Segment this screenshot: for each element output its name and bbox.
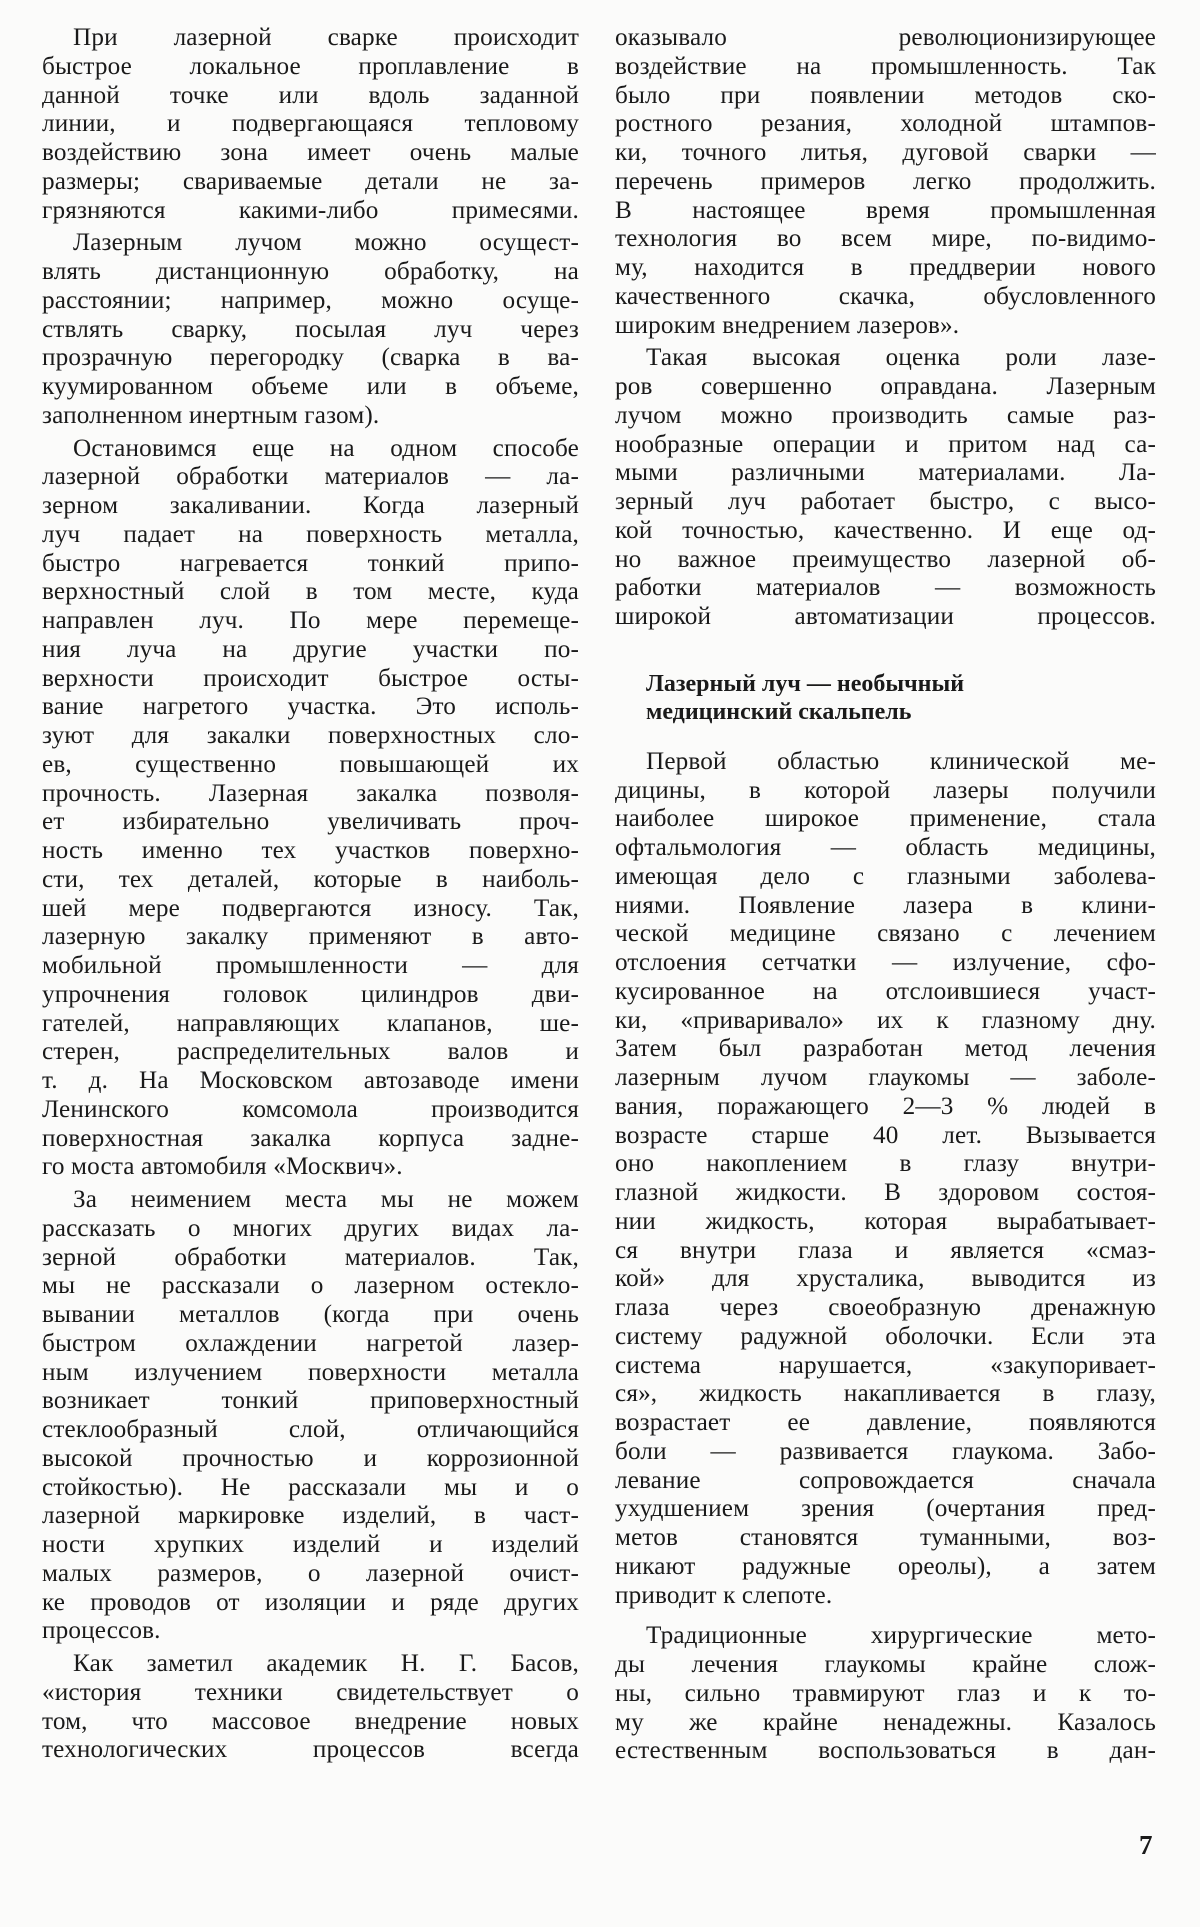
- text-line: ки, «приваривало» их к глазному дну.: [615, 1006, 1156, 1034]
- text-line: Ленинского комсомола производится: [42, 1095, 579, 1123]
- text-line: ческой медицине связано с лечением: [615, 920, 1156, 948]
- page-number: 7: [1139, 1830, 1153, 1860]
- text-line: стеклообразный слой, отличающийся: [42, 1416, 579, 1443]
- text-line: технология во всем мире, по-видимо-: [615, 225, 1156, 253]
- text-line: систему радужной оболочки. Если эта: [615, 1322, 1156, 1350]
- text-line: процессов.: [42, 1617, 161, 1645]
- text-line: луч падает на поверхность металла,: [42, 520, 579, 548]
- text-line: метов становятся туманными, воз-: [615, 1524, 1156, 1551]
- text-line: зерный луч работает быстро, с высо-: [615, 488, 1156, 515]
- paragraph-remote-processing: [42, 229, 579, 430]
- text-line: В настоящее время промышленная: [615, 196, 1156, 224]
- text-line: зерной обработки материалов. Так,: [42, 1243, 579, 1271]
- text-line: му же крайне ненадежны. Казалось: [615, 1708, 1156, 1736]
- text-line: Затем был разработан метод лечения: [615, 1035, 1156, 1063]
- text-line: мобильной промышленности — для: [42, 952, 579, 979]
- text-line: быстрое локальное проплавление в: [42, 52, 579, 80]
- text-line: наиболее широкое применение, стала: [615, 805, 1156, 833]
- text-line: широким внедрением лазеров».: [615, 311, 960, 339]
- text-line: Как заметил академик Н. Г. Басов,: [73, 1650, 579, 1677]
- text-line: вывании металлов (когда при очень: [42, 1301, 579, 1328]
- text-line: нии жидкость, которая вырабатывает-: [615, 1207, 1156, 1235]
- text-line: мыми различными материалами. Ла-: [615, 459, 1156, 487]
- text-line: поверхностная закалка корпуса задне-: [42, 1124, 579, 1152]
- text-line: Первой областью клинической ме-: [646, 747, 1156, 775]
- text-line: ния луча на другие участки по-: [42, 635, 579, 663]
- text-line: размеры; свариваемые детали не за-: [42, 167, 579, 195]
- text-line: стерен, распределительных валов и: [42, 1038, 579, 1066]
- text-line: стойкостью). Не рассказали мы и о: [42, 1473, 579, 1501]
- text-line: лазерной обработки материалов — ла-: [42, 463, 579, 491]
- text-line: том, что массовое внедрение новых: [42, 1707, 579, 1735]
- text-line: зуют для закалки поверхностных сло-: [42, 722, 579, 749]
- text-line: го моста автомобиля «Москвич».: [42, 1153, 403, 1181]
- text-line: шей мере подвергаются износу. Так,: [42, 894, 579, 922]
- text-line: боли — развивается глаукома. Забо-: [615, 1437, 1156, 1465]
- text-line: отслоения сетчатки — излучение, сфо-: [615, 949, 1156, 976]
- text-line: Традиционные хирургические мето-: [646, 1622, 1156, 1650]
- text-line: кусированное на отслоившиеся участ-: [615, 977, 1156, 1005]
- text-line: т. д. На Московском автозаводе имени: [42, 1067, 579, 1094]
- text-line: нообразные операции и притом над са-: [615, 430, 1156, 458]
- text-line: было при появлении методов ско-: [615, 81, 1156, 109]
- text-line: мы не рассказали о лазерном остекло-: [42, 1272, 579, 1300]
- text-line: ся внутри глаза и является «смаз-: [615, 1236, 1156, 1264]
- text-line: рассказать о многих других видах ла-: [42, 1214, 579, 1242]
- text-line: направлен луч. По мере перемеще-: [42, 607, 579, 634]
- text-line: приводит к слепоте.: [615, 1581, 833, 1609]
- text-line: возрастает ее давление, появляются: [615, 1409, 1156, 1436]
- text-line: лучом можно производить самые раз-: [615, 401, 1156, 429]
- text-line: никают радужные ореолы), а затем: [615, 1552, 1156, 1580]
- text-line: лазерную закалку применяют в авто-: [42, 923, 579, 951]
- text-line: куумированном объеме или в объеме,: [42, 373, 579, 400]
- text-line: высокой прочностью и коррозионной: [42, 1444, 579, 1472]
- text-line: верхности происходит быстрое осты-: [42, 664, 579, 692]
- text-line: но важное преимущество лазерной об-: [615, 545, 1156, 573]
- paragraph-welding: [42, 24, 579, 225]
- text-line: малых размеров, о лазерной очист-: [42, 1559, 579, 1587]
- text-line: ды лечения глаукомы крайне слож-: [615, 1651, 1156, 1678]
- text-line: Лазерным лучом можно осущест-: [73, 229, 579, 257]
- right-text-column: [615, 24, 1156, 1766]
- paragraph-ophthalmology: [615, 748, 1156, 1611]
- text-line: ке проводов от изоляции и ряде других: [42, 1588, 579, 1616]
- text-line: зерном закаливании. Когда лазерный: [42, 492, 579, 519]
- text-line: ны, сильно травмируют глаз и к то-: [615, 1679, 1156, 1707]
- text-line: ухудшением зрения (очертания пред-: [615, 1495, 1156, 1523]
- paragraph-other-processes: [42, 1186, 579, 1646]
- text-line: офтальмология — область медицины,: [615, 834, 1156, 861]
- text-line: воздействию зона имеет очень малые: [42, 139, 579, 166]
- text-line: технологических процессов всегда: [42, 1736, 579, 1764]
- paragraph-traditional-methods: [615, 1622, 1156, 1766]
- text-line: вания, поражающего 2—3 % людей в: [615, 1092, 1156, 1120]
- text-line: верхностный слой в том месте, куда: [42, 578, 579, 606]
- text-line: кой» для хрусталика, выводится из: [615, 1265, 1156, 1293]
- text-line: глазной жидкости. В здоровом состоя-: [615, 1179, 1156, 1206]
- text-line: левание сопровождается сначала: [615, 1466, 1156, 1494]
- left-text-column: [42, 24, 579, 1765]
- section-heading: [615, 670, 1156, 726]
- text-line: ность именно тех участков поверхно-: [42, 837, 579, 864]
- text-line: гателей, направляющих клапанов, ше-: [42, 1009, 579, 1037]
- text-line: лазерным лучом глаукомы — заболе-: [615, 1064, 1156, 1091]
- text-line: ниями. Появление лазера в клини-: [615, 891, 1156, 919]
- section-heading-line: Лазерный луч — необычный: [646, 670, 965, 697]
- paragraph-laser-hardening: [42, 435, 579, 1183]
- text-line: Такая высокая оценка роли лазе-: [646, 344, 1156, 372]
- text-line: му, находится в преддверии нового: [615, 254, 1156, 281]
- text-line: воздействие на промышленность. Так: [615, 52, 1156, 80]
- text-line: ров совершенно оправдана. Лазерным: [615, 373, 1156, 400]
- text-line: ев, существенно повышающей их: [42, 750, 579, 778]
- paragraph-laser-assessment: [615, 344, 1156, 632]
- text-line: грязняются какими-либо примесями.: [42, 196, 579, 224]
- paragraph-quote-continuation: [615, 24, 1156, 340]
- text-line: Остановимся еще на одном способе: [73, 434, 579, 462]
- section-heading-line: медицинский скальпель: [646, 698, 912, 725]
- text-line: оказывало революционизирующее: [615, 24, 1156, 51]
- text-line: прочность. Лазерная закалка позволя-: [42, 779, 579, 807]
- text-line: сти, тех деталей, которые в наиболь-: [42, 865, 579, 893]
- text-line: вание нагретого участка. Это исполь-: [42, 693, 579, 721]
- text-line: ствлять сварку, посылая луч через: [42, 315, 579, 343]
- text-line: заполненном инертным газом).: [42, 401, 380, 429]
- text-line: «история техники свидетельствует о: [42, 1678, 579, 1706]
- text-line: дицины, в которой лазеры получили: [615, 776, 1156, 804]
- text-line: качественного скачка, обусловленного: [615, 282, 1156, 310]
- text-line: ки, точного литья, дуговой сварки —: [615, 139, 1156, 166]
- text-line: возникает тонкий приповерхностный: [42, 1387, 579, 1415]
- text-line: быстро нагревается тонкий припо-: [42, 549, 579, 577]
- text-line: система нарушается, «закупоривает-: [615, 1351, 1156, 1379]
- text-line: имеющая дело с глазными заболева-: [615, 862, 1156, 890]
- text-line: упрочнения головок цилиндров дви-: [42, 980, 579, 1008]
- text-line: линии, и подвергающаяся тепловому: [42, 110, 579, 138]
- text-line: естественным воспользоваться в дан-: [615, 1737, 1156, 1765]
- text-line: ности хрупких изделий и изделий: [42, 1531, 579, 1558]
- text-line: перечень примеров легко продолжить.: [615, 167, 1156, 195]
- text-line: При лазерной сварке происходит: [73, 24, 579, 51]
- text-line: широкой автоматизации процессов.: [615, 603, 1156, 630]
- text-line: За неимением места мы не можем: [73, 1186, 579, 1213]
- text-line: прозрачную перегородку (сварка в ва-: [42, 344, 579, 372]
- paragraph-basov-quote: [42, 1650, 579, 1765]
- text-line: глаза через своеобразную дренажную: [615, 1294, 1156, 1321]
- text-line: быстром охлаждении нагретой лазер-: [42, 1329, 579, 1357]
- text-line: данной точке или вдоль заданной: [42, 81, 579, 109]
- text-line: оно накоплением в глазу внутри-: [615, 1150, 1156, 1178]
- text-line: ростного резания, холодной штампов-: [615, 110, 1156, 138]
- text-line: лазерной маркировке изделий, в част-: [42, 1502, 579, 1530]
- text-line: расстоянии; например, можно осуще-: [42, 286, 579, 314]
- text-line: ет избирательно увеличивать проч-: [42, 808, 579, 836]
- text-line: возрасте старше 40 лет. Вызывается: [615, 1121, 1156, 1149]
- text-line: работки материалов — возможность: [615, 574, 1156, 602]
- text-line: влять дистанционную обработку, на: [42, 258, 579, 285]
- text-line: ся», жидкость накапливается в глазу,: [615, 1380, 1156, 1408]
- text-line: кой точностью, качественно. И еще од-: [615, 516, 1156, 544]
- text-line: ным излучением поверхности металла: [42, 1358, 579, 1386]
